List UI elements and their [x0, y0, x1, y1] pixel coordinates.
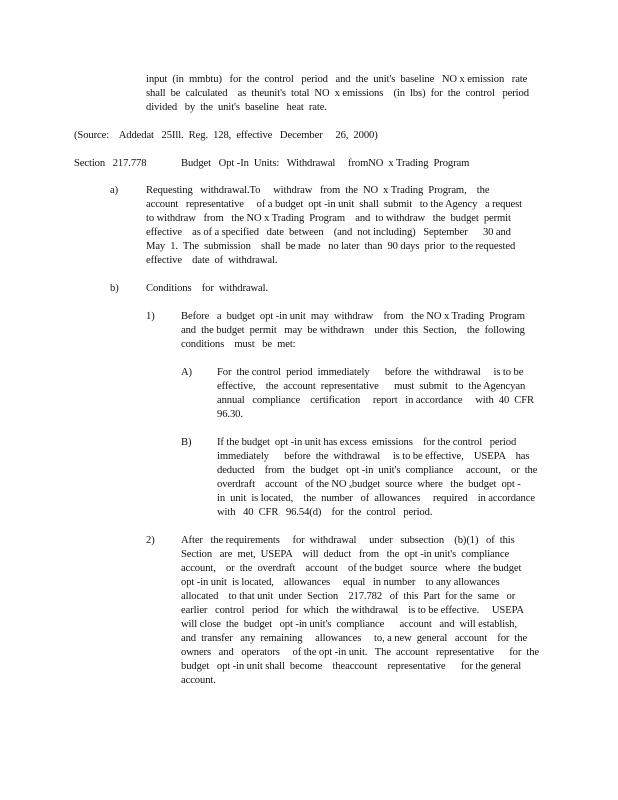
text-line: opt -in unit is located, allowances equal in number to any allowances — [181, 577, 500, 588]
text-line: divided by the unit's baseline heat rate. — [146, 102, 327, 113]
text-line: account, or the overdraft account of the budget source where the budget — [181, 563, 522, 574]
text-line: effective as of a specified date between (and not including) September 30 and — [146, 227, 511, 238]
text-line: effective, the account representative must submit to the Agencyan — [217, 381, 526, 392]
text-line: and transfer any remaining allowances to, a new general account for the — [181, 633, 528, 644]
item-label: A) — [181, 367, 192, 378]
text-line: May 1. The submission shall be made no later than 90 days prior to the requested — [146, 241, 516, 252]
source-note: (Source: Addedat 25Ill. Reg. 128, effective December 26, 2000) — [74, 130, 378, 141]
text-line: After the requirements for withdrawal under subsection (b)(1) of this — [181, 535, 515, 546]
text-line: Requesting withdrawal.To withdraw from the NO x Trading Program, the — [146, 185, 490, 196]
text-line: earlier control period for which the withdrawal is to be effective. USEPA — [181, 605, 524, 616]
text-line: shall be calculated as theunit's total NO x emissions (in lbs) for the control period — [146, 88, 529, 99]
item-label: 1) — [146, 311, 155, 322]
text-line: allocated to that unit under Section 217.782 of this Part for the same or — [181, 591, 516, 602]
text-fragment: budget source where the budget opt - — [351, 479, 521, 490]
text-line: 96.30. — [217, 409, 243, 420]
text-line: owners and operators of the opt -in unit. The account representative for the — [181, 647, 540, 658]
text-line: For the control period immediately before the withdrawal is to be — [217, 367, 524, 378]
section-title: Budget Opt -In Units: Withdrawal fromNO x Trading Program — [181, 158, 470, 169]
text-line: deducted from the budget opt -in unit's compliance account, or the — [217, 465, 538, 476]
text-line: with 40 CFR 96.54(d) for the control period. — [217, 507, 433, 518]
text-line: Before a budget opt -in unit may withdraw from the NO x Trading Program — [181, 311, 525, 322]
text-line: to withdraw from the NO x Trading Program and to withdraw the budget permit — [146, 213, 511, 224]
text-line: account. — [181, 675, 216, 686]
text-line: input (in mmbtu) for the control period and the unit's baseline NO x emission rate — [146, 74, 528, 85]
subsection-heading: Conditions for withdrawal. — [146, 283, 269, 294]
text-line: will close the budget opt -in unit's compliance account and will establish, — [181, 619, 517, 630]
item-label: B) — [181, 437, 192, 448]
subscript: x — [349, 484, 352, 490]
text-line: If the budget opt -in unit has excess emissions for the control period — [217, 437, 517, 448]
text-line: in unit is located, the number of allowances required in accordance — [217, 493, 535, 504]
text-line: effective date of withdrawal. — [146, 255, 278, 266]
item-label: 2) — [146, 535, 155, 546]
text-line: and the budget permit may be withdrawn under this Section, the following — [181, 325, 525, 336]
text-line: budget opt -in unit shall become theaccount representative for the general — [181, 661, 522, 672]
text-fragment: overdraft account of the NO — [217, 479, 350, 490]
text-line: account representative of a budget opt -in unit shall submit to the Agency a request — [146, 199, 522, 210]
subsection-label: a) — [110, 185, 119, 196]
text-line: Section are met, USEPA will deduct from the opt -in unit's compliance — [181, 549, 510, 560]
text-line: conditions must be met: — [181, 339, 296, 350]
text-line: immediately before the withdrawal is to be effective, USEPA has — [217, 451, 530, 462]
section-number: Section 217.778 — [74, 158, 147, 169]
text-line: annual compliance certification report in accordance with 40 CFR — [217, 395, 534, 406]
subsection-label: b) — [110, 283, 119, 294]
